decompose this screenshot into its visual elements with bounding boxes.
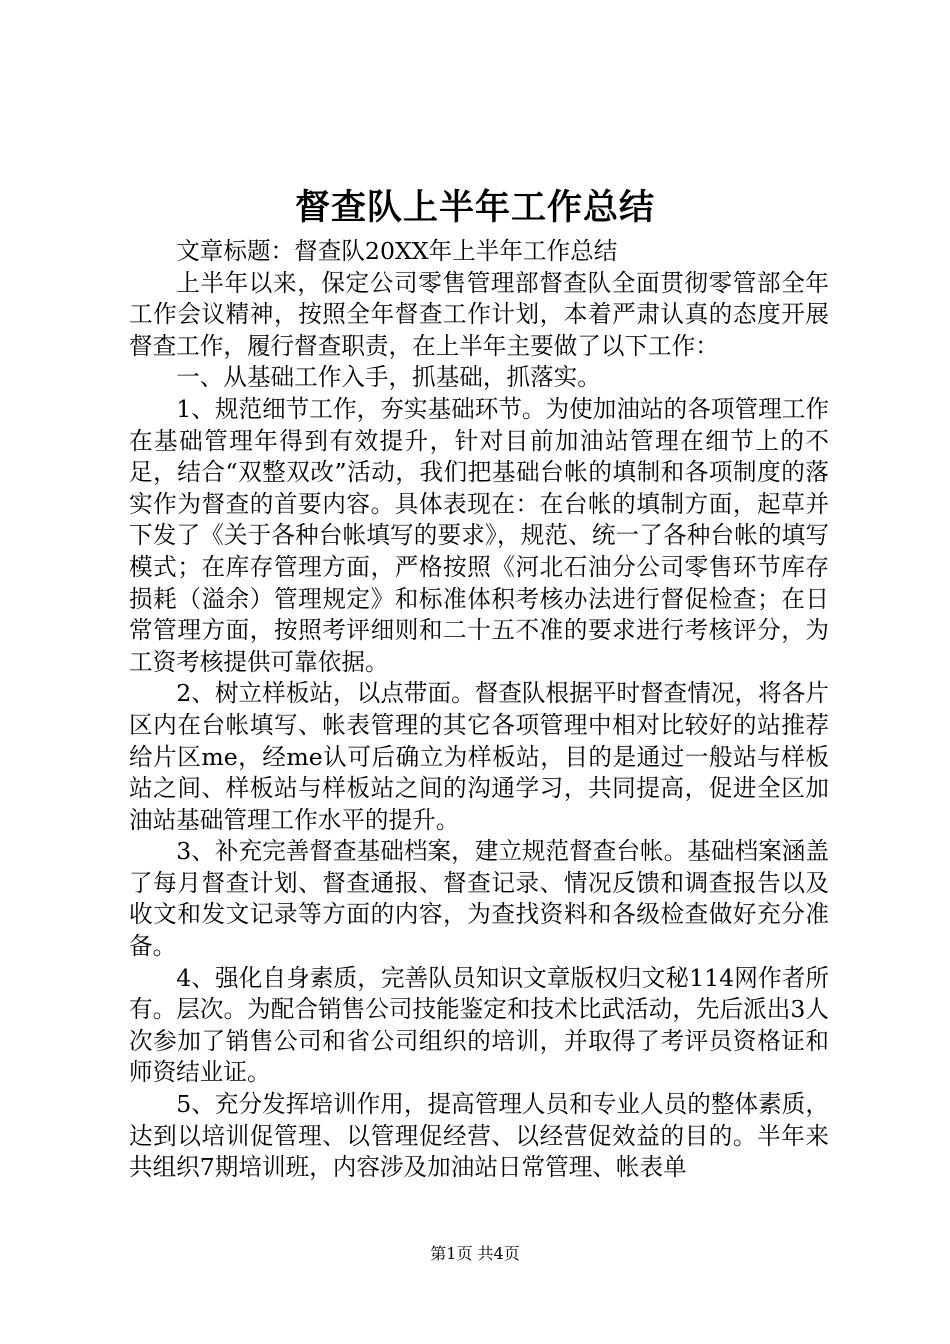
paragraph-item-2: 2、树立样板站，以点带面。督查队根据平时督查情况，将各片区内在台帐填写、帐表管理的其它各项管理中相对比较好的站推荐给片区me，经me认可后确立为样板站，目的是通过一般站与样板站之间、样板站与样板站之间的沟通学习，共同提高，促进全区加油站基础管理工作水平的提升。 [129, 679, 829, 834]
page-number-footer: 第1页 共4页 [430, 1244, 520, 1263]
paragraph-item-4: 4、强化自身素质，完善队员知识文章版权归文秘114网作者所有。层次。为配合销售公司技能鉴定和技术比武活动，先后派出3人次参加了销售公司和省公司组织的培训，并取得了考评员资格证和师资结业证。 [129, 963, 829, 1087]
paragraph-item-3: 3、补充完善督查基础档案，建立规范督查台帐。基础档案涵盖了每月督查计划、督查通报、督查记录、情况反馈和调查报告以及收文和发文记录等方面的内容，为查找资料和各级检查做好充分准备。 [129, 837, 829, 961]
paragraph-item-1: 1、规范细节工作，夯实基础环节。为使加油站的各项管理工作在基础管理年得到有效提升，针对目前加油站管理在细节上的不足，结合“双整双改”活动，我们把基础台帐的填制和各项制度的落实作为督查的首要内容。具体表现在：在台帐的填制方面，起草并下发了《关于各种台帐填写的要求》，规范、统一了各种台帐的填写模式；在库存管理方面，严格按照《河北石油分公司零售环节库存损耗（溢余）管理规定》和标准体积考核办法进行督促检查；在日常管理方面，按照考评细则和二十五不准的要求进行考核评分，为工资考核提供可靠依据。 [129, 394, 829, 676]
document-title: 督查队上半年工作总结 [294, 188, 655, 228]
section-heading: 一、从基础工作入手，抓基础，抓落实。 [176, 363, 601, 392]
document-body [129, 236, 829, 1184]
article-title-line: 文章标题：督查队20XX年上半年工作总结 [176, 237, 618, 265]
paragraph-item-5: 5、充分发挥培训作用，提高管理人员和专业人员的整体素质，达到以培训促管理、以管理促经营、以经营促效益的目的。半年来共组织7期培训班，内容涉及加油站日常管理、帐表单 [129, 1090, 829, 1182]
intro-paragraph: 上半年以来，保定公司零售管理部督查队全面贯彻零管部全年工作会议精神，按照全年督查工作计划，本着严肃认真的态度开展督查工作，履行督查职责，在上半年主要做了以下工作： [129, 268, 829, 360]
